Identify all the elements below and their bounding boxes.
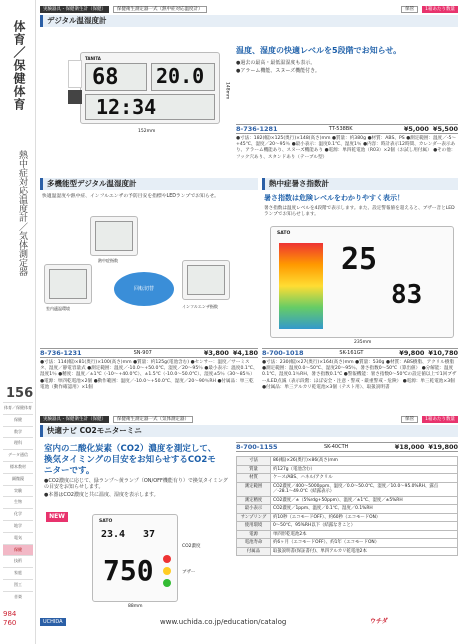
tag-sub: 保健衛生測定器一式（熱中症対応温度計）: [113, 6, 207, 14]
tag-qty: 1箱あたり数量: [422, 416, 458, 424]
category-subtitle: 熱中症対応温度計／気体測定器: [17, 150, 27, 276]
price-excl: ¥18,000: [394, 442, 425, 451]
footer-url[interactable]: www.uchida.co.jp/education/catalog: [160, 618, 287, 626]
hum-readout: 83: [391, 280, 423, 310]
spec-key: 寸法: [237, 457, 271, 466]
product-code: 8-736-1231: [40, 348, 82, 357]
footer-brand: UCHIDA: [40, 618, 66, 626]
page-number: 156: [6, 386, 34, 401]
spec-value: CO2濃度／±（5%rdg+50ppm）、温度／±1℃、湿度／±5%RH: [271, 496, 458, 505]
spec-key: 測定範囲: [237, 482, 271, 496]
section-4-header: [40, 414, 458, 425]
spec-row: [237, 513, 458, 522]
price-excl: ¥9,800: [399, 348, 425, 357]
side-nav-item[interactable]: 数学: [3, 426, 33, 438]
section-2-lead: 快適温湿度や熱中症、インフルエンザの予防目安を指標やLEDランプでお知らせ。: [42, 194, 219, 199]
brand-label: SATO: [99, 519, 113, 524]
spec-key: 測定精度: [237, 496, 271, 505]
spec-key: 使用環境: [237, 522, 271, 531]
spec-key: サンプリング: [237, 513, 271, 522]
height-label: 148mm: [224, 82, 230, 100]
spec-value: 約127g（電池含む）: [271, 465, 458, 474]
section-3-lead: 暑さ指数は危険レベルをわかりやすく表示！: [264, 194, 404, 202]
temp-readout: 23.4: [101, 529, 126, 540]
price-incl: ¥5,500: [432, 124, 459, 133]
swatch-white: [68, 60, 82, 88]
brand-label: SATO: [277, 231, 291, 236]
model-number: SK-40CTH: [323, 443, 349, 450]
spec-row: [237, 465, 458, 474]
code-top: 984: [3, 610, 17, 618]
spec-key: 質量: [237, 465, 271, 474]
co2-readout: 750: [103, 554, 154, 587]
specs-2: ●寸法：114(幅)×81(奥行)×100(高さ)mm ●質量：約125g(電池含む) ●センサー：温度／サーミスタ、湿度／静電容量式 ●測定範囲：温度／-10.0〜+50.0℃、湿度／20〜95％ ●最小表示：温度0.1℃、湿度1％ ●精度：温度／±1℃（-10〜+40.0℃）、±1.5℃（-10.0〜50.0℃）、湿度±5％（30〜85％） ●電源：単四乾電池×2個 ●動作範囲：温度／-10.0〜+50.0℃、湿度／20〜90％RH ●付属品：単三乾電池（動作確認用）×1個: [40, 360, 258, 390]
section-4-title: 快適ナビ CO2モニターミニ: [40, 425, 458, 437]
category-title: 体育／保健体育: [12, 20, 26, 111]
hum-readout: 37: [143, 529, 156, 540]
spec-key: 付属品: [237, 547, 271, 556]
price-bar-4: [236, 442, 458, 452]
price-incl: ¥4,180: [232, 348, 258, 357]
tag-storage: 保管: [401, 6, 418, 14]
spec-value: 取扱説明書(保証書付)、単四アルカリ乾電池2本: [271, 547, 458, 556]
spec-value: ケース/ABS、ハネル/アクリル: [271, 474, 458, 483]
section-1: [40, 4, 458, 27]
side-nav-item[interactable]: 顕微鏡: [3, 473, 33, 485]
spec-row: [237, 505, 458, 514]
label-buzzer: ブザー: [182, 570, 196, 575]
side-nav-item[interactable]: 保健: [3, 544, 33, 556]
bullet-1: ●過去の最高・最低温湿度も表示。: [236, 60, 316, 66]
tag-storage: 保管: [401, 416, 418, 424]
spec-row: [237, 539, 458, 548]
spec-row: [237, 547, 458, 556]
footer: [40, 612, 458, 632]
spec-value: CO2濃度／400〜5000ppm、温度／0.0〜50.0℃、湿度／10.0〜95.0%RH、露点／-28.1〜49.0℃（結露表示）: [271, 482, 458, 496]
wbgt-scale: [279, 243, 323, 329]
section-2-title: 多機能型デジタル温湿度計: [40, 178, 258, 190]
spec-key: 電池寿命: [237, 539, 271, 548]
side-nav-item[interactable]: データ通信: [3, 449, 33, 461]
product-code: 8-700-1018: [262, 348, 304, 357]
side-nav-item[interactable]: 家庭: [3, 567, 33, 579]
tag-category: 実験器具・保健衛生計（保健）: [40, 416, 109, 424]
spec-key: 材質: [237, 474, 271, 483]
section-3-sub: 暑さ指数は温度レベルを4段階で表示します。また、設定警報値を超えると、ブザー音とLEDランプでお知らせします。: [264, 206, 455, 218]
side-nav-item[interactable]: 電気: [3, 532, 33, 544]
spec-row: [237, 530, 458, 539]
spec-row: [237, 474, 458, 483]
label-flu: インフルエンザ指数: [182, 304, 218, 309]
spec-row: [237, 457, 458, 466]
spec-table: [236, 456, 458, 556]
price-bar-3: [262, 348, 458, 358]
rotate-badge: 回転切替: [114, 272, 174, 306]
side-nav-item[interactable]: 技術: [3, 555, 33, 567]
model-number: SK-161GT: [339, 349, 364, 356]
specs-1: ●寸法：182(幅)×125(奥行)×148(高さ)mm ●質量：約380g ●材質：ABS、PS ●測定範囲：温度／-5〜+45℃、湿度／20〜95％ ●最小表示：温度0.1℃、湿度1％ ●内容：時計表示12時間、カレンダー表示あり、アラーム機能あり、スヌーズ機能あり ●電源：単四乾電池（R03）×2個（お試し用付属） ●その他：フック穴あり、スタンドあり（テーブル型）: [236, 136, 457, 160]
side-nav-item[interactable]: 音楽: [3, 591, 33, 603]
spec-row: [237, 522, 458, 531]
side-nav-item[interactable]: 体育／保健体育: [3, 402, 33, 414]
side-nav-item[interactable]: 化学: [3, 508, 33, 520]
tag-sub: 保健衛生測定器一式（気体測定器）: [113, 416, 193, 424]
spec-row: [237, 496, 458, 505]
side-nav-item[interactable]: 地学: [3, 520, 33, 532]
spec-value: 約6ヶ月（エコモードOFF）、約1年（エコモードON）: [271, 539, 458, 548]
product-code: 8-700-1155: [236, 442, 278, 451]
price-bar-2: [40, 348, 258, 358]
width-label: 88mm: [128, 604, 143, 609]
width-label: 235mm: [354, 340, 372, 345]
code-bottom: 760: [3, 618, 17, 627]
device-thermo-1: [80, 52, 220, 124]
spec-value: 単四形乾電池2本: [271, 530, 458, 539]
side-codes: [3, 610, 33, 628]
price-excl: ¥5,000: [403, 124, 429, 133]
spec-key: 電源: [237, 530, 271, 539]
bullet-1: ●CO2濃度に応じて、緑ランプ〜黄ランプ（ON/OFF機能有り）で換気タイミングの目安をお知らせします。: [44, 478, 228, 491]
time-readout: 12:34: [96, 95, 157, 119]
width-label: 152mm: [138, 129, 156, 134]
temp-readout: 25: [341, 242, 378, 277]
model-number: TT-538BK: [328, 125, 353, 132]
tag-qty: 1箱あたり数量: [422, 6, 458, 14]
model-number: SN-907: [133, 349, 152, 356]
bullet-2: ●本器はCO2濃度と共に温度、湿度を表示します。: [44, 492, 159, 498]
swatch-black: [68, 90, 82, 104]
spec-value: 約10秒（エコモードOFF）、約60秒（エコモードON）: [271, 513, 458, 522]
device-co2: [92, 514, 178, 602]
side-nav-item[interactable]: 実験: [3, 485, 33, 497]
label-heatstroke: 熱中症指数: [98, 258, 118, 263]
side-nav-item[interactable]: 理科: [3, 437, 33, 449]
spec-value: CO2濃度／1ppm、温度／0.1℃、湿度／0.1%RH: [271, 505, 458, 514]
price-incl: ¥19,800: [428, 442, 459, 451]
section-1-title: デジタル温湿度計: [40, 15, 458, 27]
device-wbgt: [270, 226, 454, 338]
hum-readout: 20.0: [156, 64, 205, 88]
price-bar-1: [236, 124, 458, 134]
side-nav-item[interactable]: 標本教材: [3, 461, 33, 473]
side-nav-item[interactable]: 図工: [3, 579, 33, 591]
section-1-lead: 温度、湿度の快適レベルを5段階でお知らせ。: [236, 46, 402, 55]
brand-label: TANITA: [85, 56, 101, 61]
spec-value: 86(幅)×26(奥行)×86(高さ)mm: [271, 457, 458, 466]
section-4: [40, 414, 458, 437]
spec-row: [237, 482, 458, 496]
footer-logo: ウチダ: [370, 618, 388, 625]
section-1-header: [40, 4, 458, 15]
section-4-lead: 室内の二酸化炭素（CO2）濃度を測定して、換気タイミングの目安をお知らせするCO2モニターです。: [44, 444, 217, 477]
price-incl: ¥10,780: [428, 348, 458, 357]
label-indoor: 室内適温環境: [46, 306, 70, 311]
label-co2: CO2濃度: [182, 544, 201, 549]
spec-key: 最小表示: [237, 505, 271, 514]
specs-3: ●寸法：230(幅)×27(奥行)×164(高さ)mm ●質量：530g ●材質：ABS樹脂、アクリル樹脂 ●測定範囲：温度0.0〜50℃、湿度20〜95％、暑さ指数0〜50℃（算出値） ●分解能：温度0.1℃、湿度0.1％RH、暑さ指数0.1℃ ●警報機能：暑さ指数0〜50℃の設定値以上で1回ブザー/LED点滅（表示段階：ほぼ安全・注意・警戒・厳重警戒・危険） ●電源：単三乾電池×3個 ●付属品：単三アルカリ乾電池×3個（テスト用）、取扱説明書: [262, 360, 457, 390]
temp-readout: 68: [92, 65, 119, 90]
side-nav-item[interactable]: 保健: [3, 414, 33, 426]
side-nav: [3, 402, 33, 603]
product-code: 8-736-1281: [236, 124, 278, 133]
section-2-figure: [42, 212, 258, 342]
bullet-2: ●アラーム機能、スヌーズ機能付き。: [236, 68, 320, 74]
tag-category: 実験器具・保健衛生計（保健）: [40, 6, 109, 14]
new-badge: NEW: [46, 512, 68, 522]
price-excl: ¥3,800: [203, 348, 229, 357]
side-nav-item[interactable]: 生物: [3, 496, 33, 508]
section-3-title: 熱中症暑さ指数計: [262, 178, 458, 190]
spec-value: 0〜50℃、95%RH以下（結露なきこと）: [271, 522, 458, 531]
